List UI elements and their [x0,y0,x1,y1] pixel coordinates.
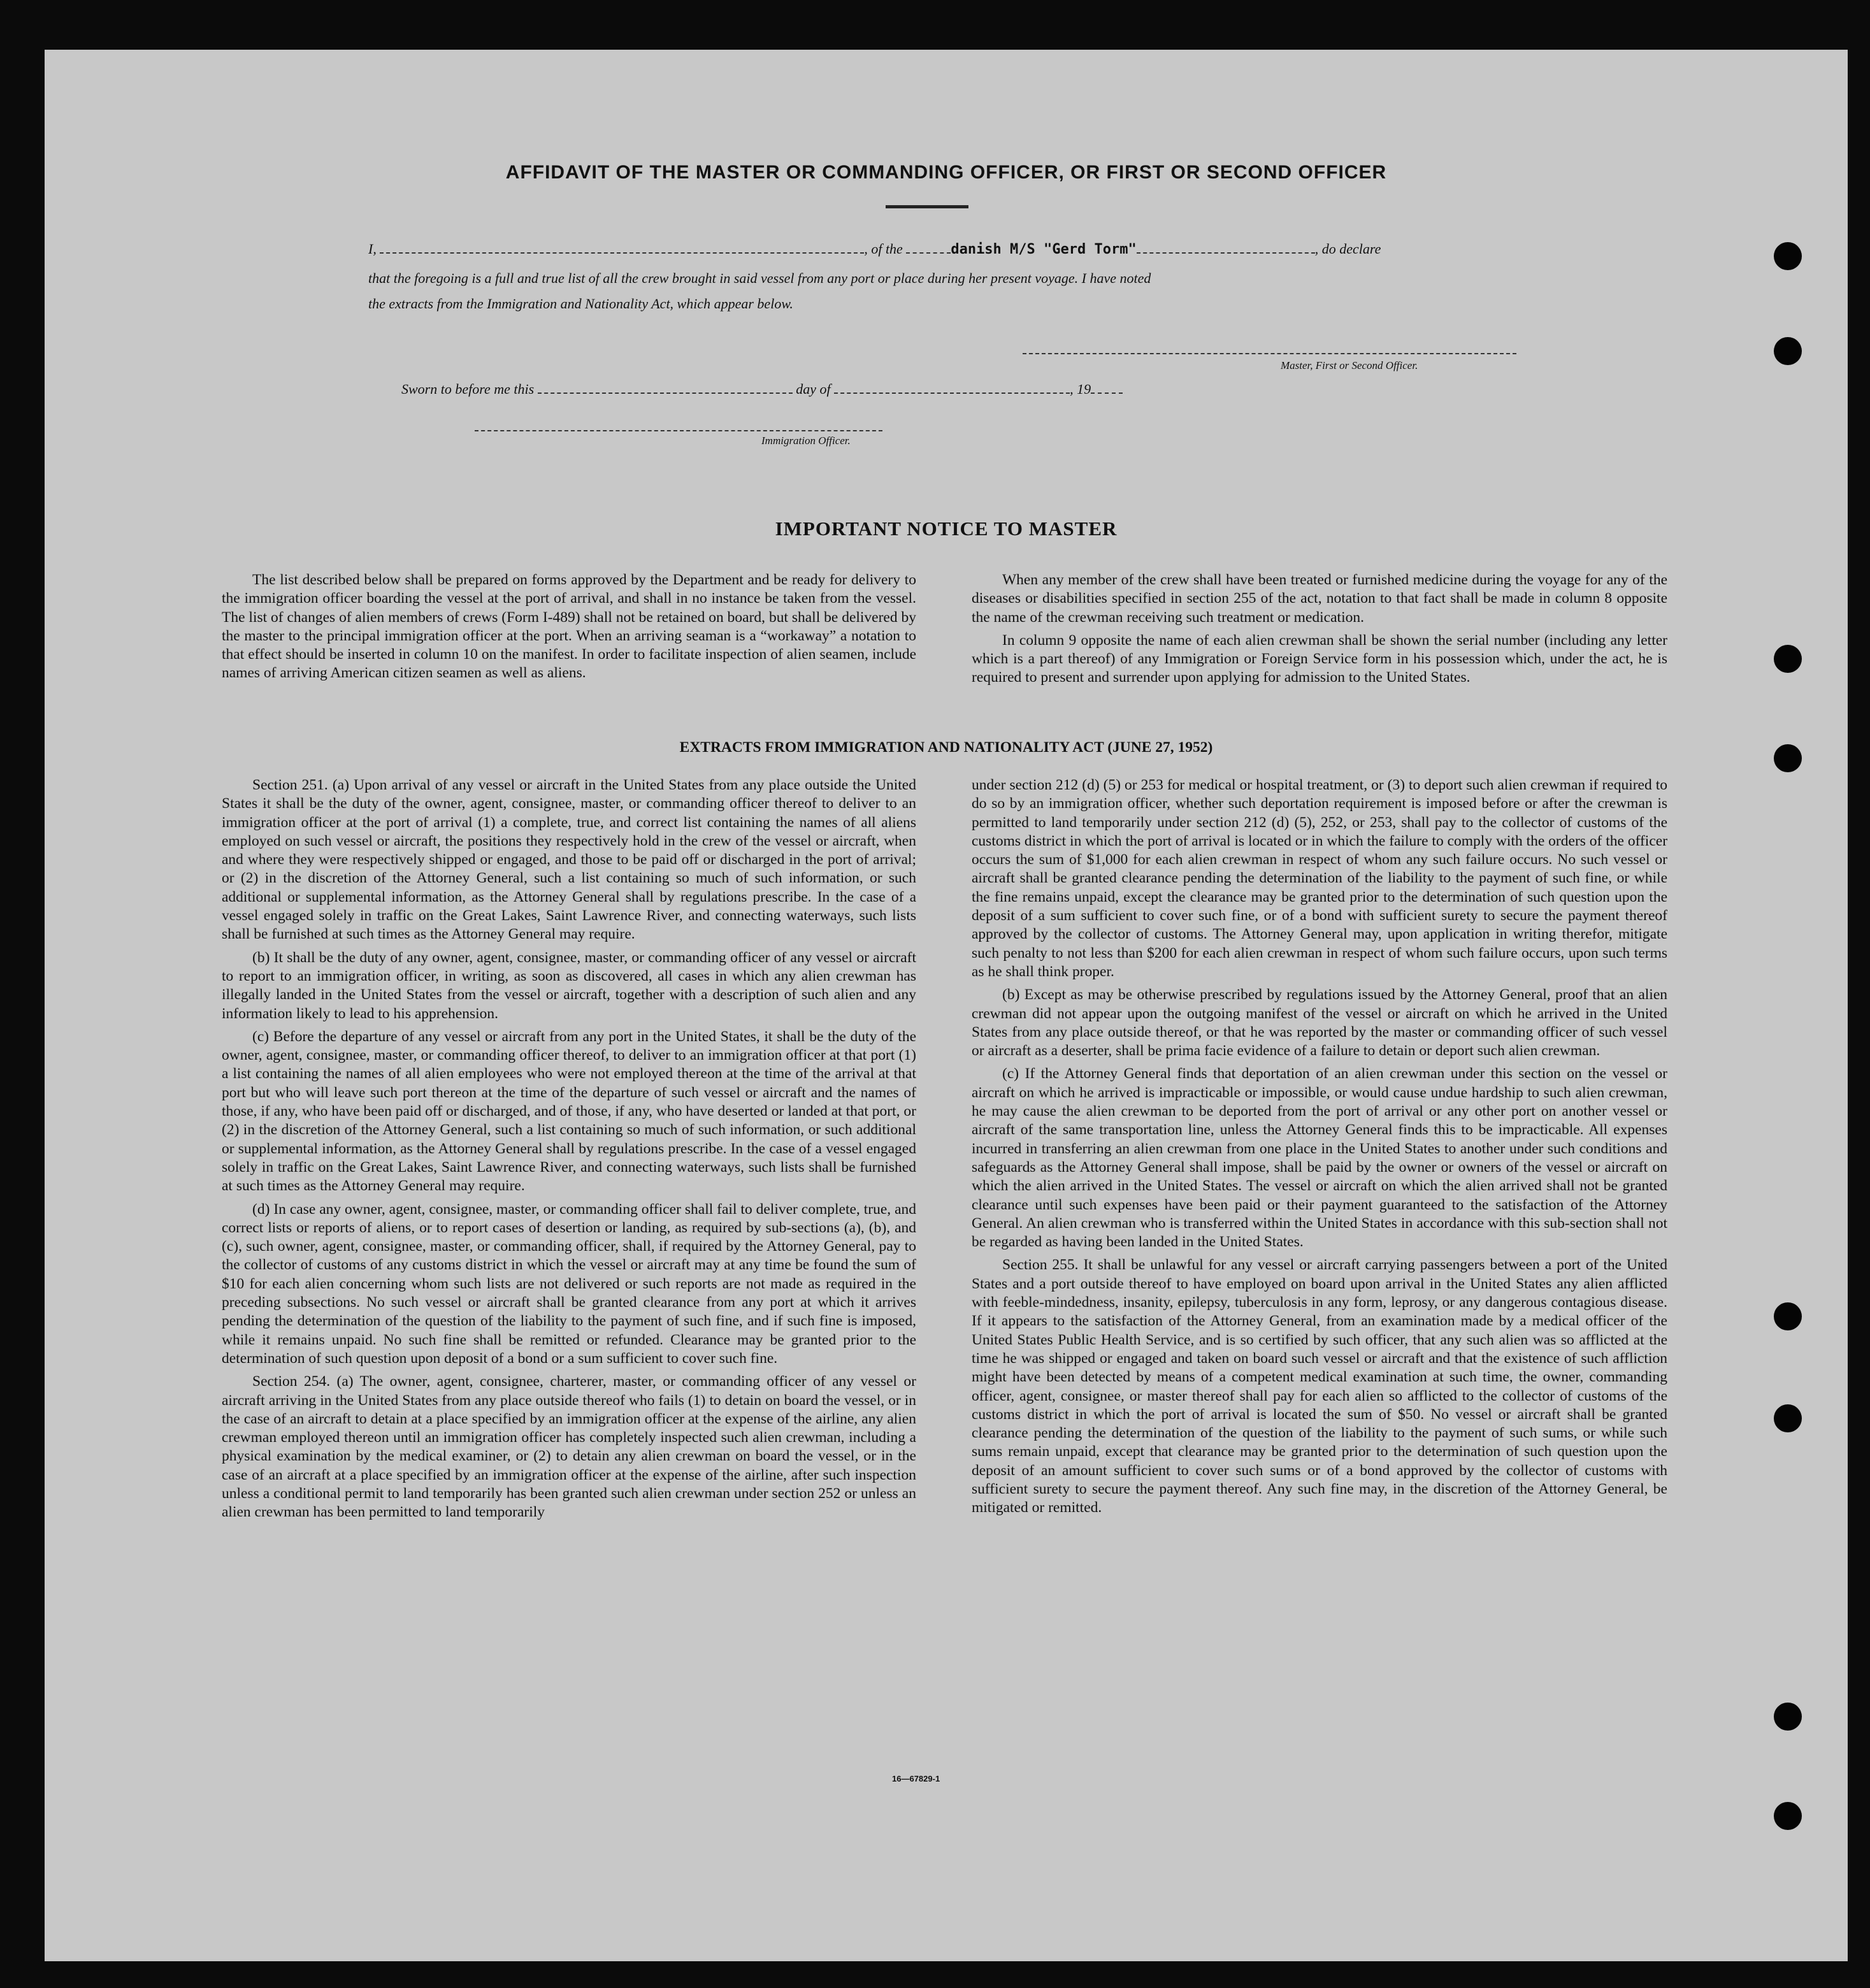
punch-hole [1774,337,1802,365]
officer-signature-caption: Immigration Officer. [761,435,851,447]
section-255: Section 255. It shall be unlawful for any vessel or aircraft carrying passengers between a port of the United States and a port outside thereof to have employed on board upon arrival in the United States any alien afflicted with feeble-mindedness, insanity, epilepsy, tuberculosis in any form, leprosy, or any dangerous contagious disease. If it appears to the satisfaction of the Attorney General, from an examination made by a medical officer of the United States Public Health Service, and is so certified by such officer, that any such alien was so afflicted at the time he was shipped or engaged and taken on board such vessel or aircraft and that the existence of such affliction might have been detected by means of a competent medical examination at such time, the owner, commanding officer, agent, consignee, or master thereof shall pay for each alien so afflicted to the collector of customs of the customs district in which the port of arrival is located the sum of $50. No vessel or aircraft shall be granted clearance pending the determination of the question of the liability to the payment of such sums, or while such sums remain unpaid, except that clearance may be granted prior to the determination of such question upon the deposit of an amount sufficient to cover such sums or of a bond approved by the collector of customs with sufficient surety to secure the payment thereof. Any such fine may, in the discretion of the Attorney General, be mitigated or remitted. [972,1257,1667,1516]
section-251-d: (d) In case any owner, agent, consignee, master, or commanding officer shall fail to deliver complete, true, and correct lists or reports of aliens, or to report cases of desertion or landing, as required by sub-sections (a), (b), and (c), such owner, agent, consignee, master, or commanding officer, shall, if required by the Attorney General, pay to the collector of customs of any customs district in which the vessel or aircraft may at any time be found the sum of $10 for each alien concerning whom such lists are not delivered or such reports are not made as required in the preceding subsections. No such vessel or aircraft shall be granted clearance from any port at which it arrives pending the determination of the question of the liability to the payment of such fine, and if such fine is imposed, while it remains unpaid. No such fine shall be remitted or refunded. Clearance may be granted prior to the determination of such question upon deposit of a bond or a sum sufficient to cover such fine. [222,1200,916,1367]
section-254-a-continued: under section 212 (d) (5) or 253 for medical or hospital treatment, or (3) to deport such alien crewman if required to do so by an immigration officer, whether such deportation requirement is imposed before or after the crewman is permitted to land temporarily under section 212 (d) (5), 252, or 253, shall pay to the collector of customs of the customs district in which the port of arrival is located or in which the failure to comply with the orders of the officer occurs the sum of $1,000 for each alien crewman in respect of whom any such failure occurs. No such vessel or aircraft shall be granted clearance pending the determination of the liability to the payment of such fine, or while the fine remains unpaid, except the clearance may be granted prior to the determination of such question upon the deposit of a sum sufficient to cover such fine, or of a bond with sufficient surety to secure the payment thereof approved by the collector of customs. The Attorney General may, upon application in writing therefor, mitigate such penalty to not less than $200 for each alien crewman in respect of whom such failure occurs, upon such terms as he shall think proper. [972,777,1668,980]
punch-hole [1774,645,1802,673]
affidavit-title: AFFIDAVIT OF THE MASTER OR COMMANDING OFFICER, OR FIRST OR SECOND OFFICER [505,162,1387,183]
vessel-blank-lead [906,241,951,254]
notice-left-column [222,571,916,688]
extracts-left-column [222,776,916,1527]
sworn-year-blank [1091,381,1123,394]
punch-hole [1774,242,1802,270]
sworn-day-blank [538,381,793,394]
sworn-line [401,375,1599,404]
notice-left-paragraph: The list described below shall be prepared on forms approved by the Department and be ready for delivery to the immigration officer boarding the vessel at the port of arrival, and shall in no instance be taken from the vessel. The list of changes of alien members of crews (Form I-489) shall not be retained on board, but shall be delivered by the master to the principal immigration officer at the port. When an arriving seaman is a “workaway” a notation to that effect should be inserted in column 10 on the manifest. In order to facilitate inspection of alien seamen, include names of arriving American citizen seamen as well as aliens. [222,572,916,682]
extracts-title: EXTRACTS FROM IMMIGRATION AND NATIONALITY ACT (JUNE 27, 1952) [679,739,1213,756]
declaration-line-2: that the foregoing is a full and true list of all the crew brought in said vessel from any port or place during her present voyage. I have noted [368,270,1151,286]
document-page [45,50,1848,1961]
do-declare-text: , do declare [1314,241,1381,257]
section-251-c: (c) Before the departure of any vessel or aircraft from any port in the United States, it shall be the duty of the owner, agent, consignee, master, or commanding officer thereof, to deliver to an immigration officer at that port (1) a list containing the names of all alien employees who were not employed thereon at the time of the arrival at that port but who will leave such port thereon at the time of the departure of such vessel or aircraft and the names of those, if any, who have been paid off or discharged, and of those, if any, who have deserted or landed at that port, or (2) in the discretion of the Attorney General, such a list containing so much of such information, or such additional or supplemental information, as the Attorney General shall by regulations prescribe. In the case of a vessel engaged solely in traffic on the Great Lakes, Saint Lawrence River, and connecting waterways, such lists shall be furnished at such times as the Attorney General may require. [222,1028,916,1195]
master-signature-caption: Master, First or Second Officer. [1281,359,1418,371]
sworn-prefix: Sworn to before me this [401,381,535,397]
sworn-month-blank [834,381,1070,394]
declaration-line-3: the extracts from the Immigration and Nationality Act, which appear below. [368,296,793,312]
declaration-prefix: I, [368,241,377,257]
notice-right-column [972,571,1667,692]
title-divider [886,205,968,208]
master-name-blank [380,241,864,254]
of-the-text: , of the [864,241,903,257]
sworn-year-prefix: , 19 [1070,381,1091,397]
form-number: 16—67829-1 [892,1774,940,1783]
sworn-day-of: day of [796,381,831,397]
punch-hole [1774,1302,1802,1330]
section-251-b: (b) It shall be the duty of any owner, agent, consignee, master, or commanding officer of any vessel or aircraft to report to an immigration officer, in writing, as soon as discovered, all cases in which any alien crewman has illegally landed in the United States from the vessel or aircraft, together with a description of such alien and any information likely to lead to his apprehension. [222,949,916,1022]
notice-right-paragraph-2: In column 9 opposite the name of each alien crewman shall be shown the serial number (including any letter which is a part thereof) of any Immigration or Foreign Service form in his possession which, under the act, he is required to present and surrender upon applying for admission to the United States. [972,631,1667,686]
punch-hole [1774,1404,1802,1432]
vessel-name: danish M/S "Gerd Torm" [951,241,1137,257]
section-254-c: (c) If the Attorney General finds that deportation of an alien crewman under this section on the vessel or aircraft on which he arrived is impracticable or impossible, or would cause undue hardship to such alien crewman, he may cause the alien crewman to be deported from the port of arrival or any other port on another vessel or aircraft of the same transportation line, unless the Attorney General finds this to be impracticable. All expenses incurred in transferring an alien crewman from one place in the United States to another under such conditions and safeguards as the Attorney General shall impose, shall be paid by the owner or owners of the vessel or aircraft on which the alien arrived in the United States. The vessel or aircraft on which the alien arrived shall not be granted clearance until such expenses have been paid or their payment guaranteed to the satisfaction of the Attorney General. An alien crewman who is transferred within the United States in accordance with this sub-section shall not be regarded as having been landed in the United States. [972,1065,1667,1251]
punch-hole [1774,1703,1802,1731]
extracts-right-column [972,776,1667,1522]
section-254-b: (b) Except as may be otherwise prescribed by regulations issued by the Attorney General, proof that an alien crewman did not appear upon the outgoing manifest of the vessel or aircraft on which he arrived in the United States from any place outside thereof, or that he was reported by the master or commanding officer of such vessel or aircraft as a deserter, shall be prima facie evidence of a failure to detain or deport such alien crewman. [972,986,1667,1060]
notice-right-paragraph-1: When any member of the crew shall have been treated or furnished medicine during the voyage for any of the diseases or disabilities specified in section 255 of the act, notation to that fact shall be made in column 8 opposite the name of the crewman receiving such treatment or medication. [972,572,1667,626]
vessel-blank-tail [1137,241,1315,254]
officer-signature-line [475,429,882,431]
punch-hole [1774,744,1802,772]
master-signature-line [1023,352,1516,354]
declaration-line-1 [368,234,1566,264]
section-254-a: Section 254. (a) The owner, agent, consignee, charterer, master, or commanding officer of any vessel or aircraft arriving in the United States from any place outside thereof who fails (1) to detain on board the vessel, or in the case of an aircraft to detain at a place specified by an immigration officer at the expense of the airline, any alien crewman employed thereon until an immigration officer has completely inspected such alien crewman, including a physical examination by the medical examiner, or (2) to detain any alien crewman on board the vessel, or in the case of an aircraft at a place specified by an immigration officer at the expense of the airline, after such inspection unless a conditional permit to land temporarily has been granted such alien crewman under section 252 or unless an alien crewman has been permitted to land temporarily [222,1373,916,1521]
notice-title: IMPORTANT NOTICE TO MASTER [775,517,1118,540]
punch-hole [1774,1802,1802,1830]
section-251-a: Section 251. (a) Upon arrival of any vessel or aircraft in the United States from any place outside the United States it shall be the duty of the owner, agent, consignee, master, or commanding officer thereof to deliver to an immigration officer at the port of arrival (1) a complete, true, and correct list containing the names of all aliens employed on such vessel or aircraft, the positions they respectively hold in the crew of the vessel or aircraft, when and where they were respectively shipped or engaged, and those to be paid off or discharged in the port of arrival; or (2) in the discretion of the Attorney General, such a list containing so much of such information, or such additional or supplemental information, as the Attorney General shall by regulations prescribe. In the case of a vessel engaged solely in traffic on the Great Lakes, Saint Lawrence River, and connecting waterways, such lists shall be furnished at such times as the Attorney General may require. [222,777,916,943]
